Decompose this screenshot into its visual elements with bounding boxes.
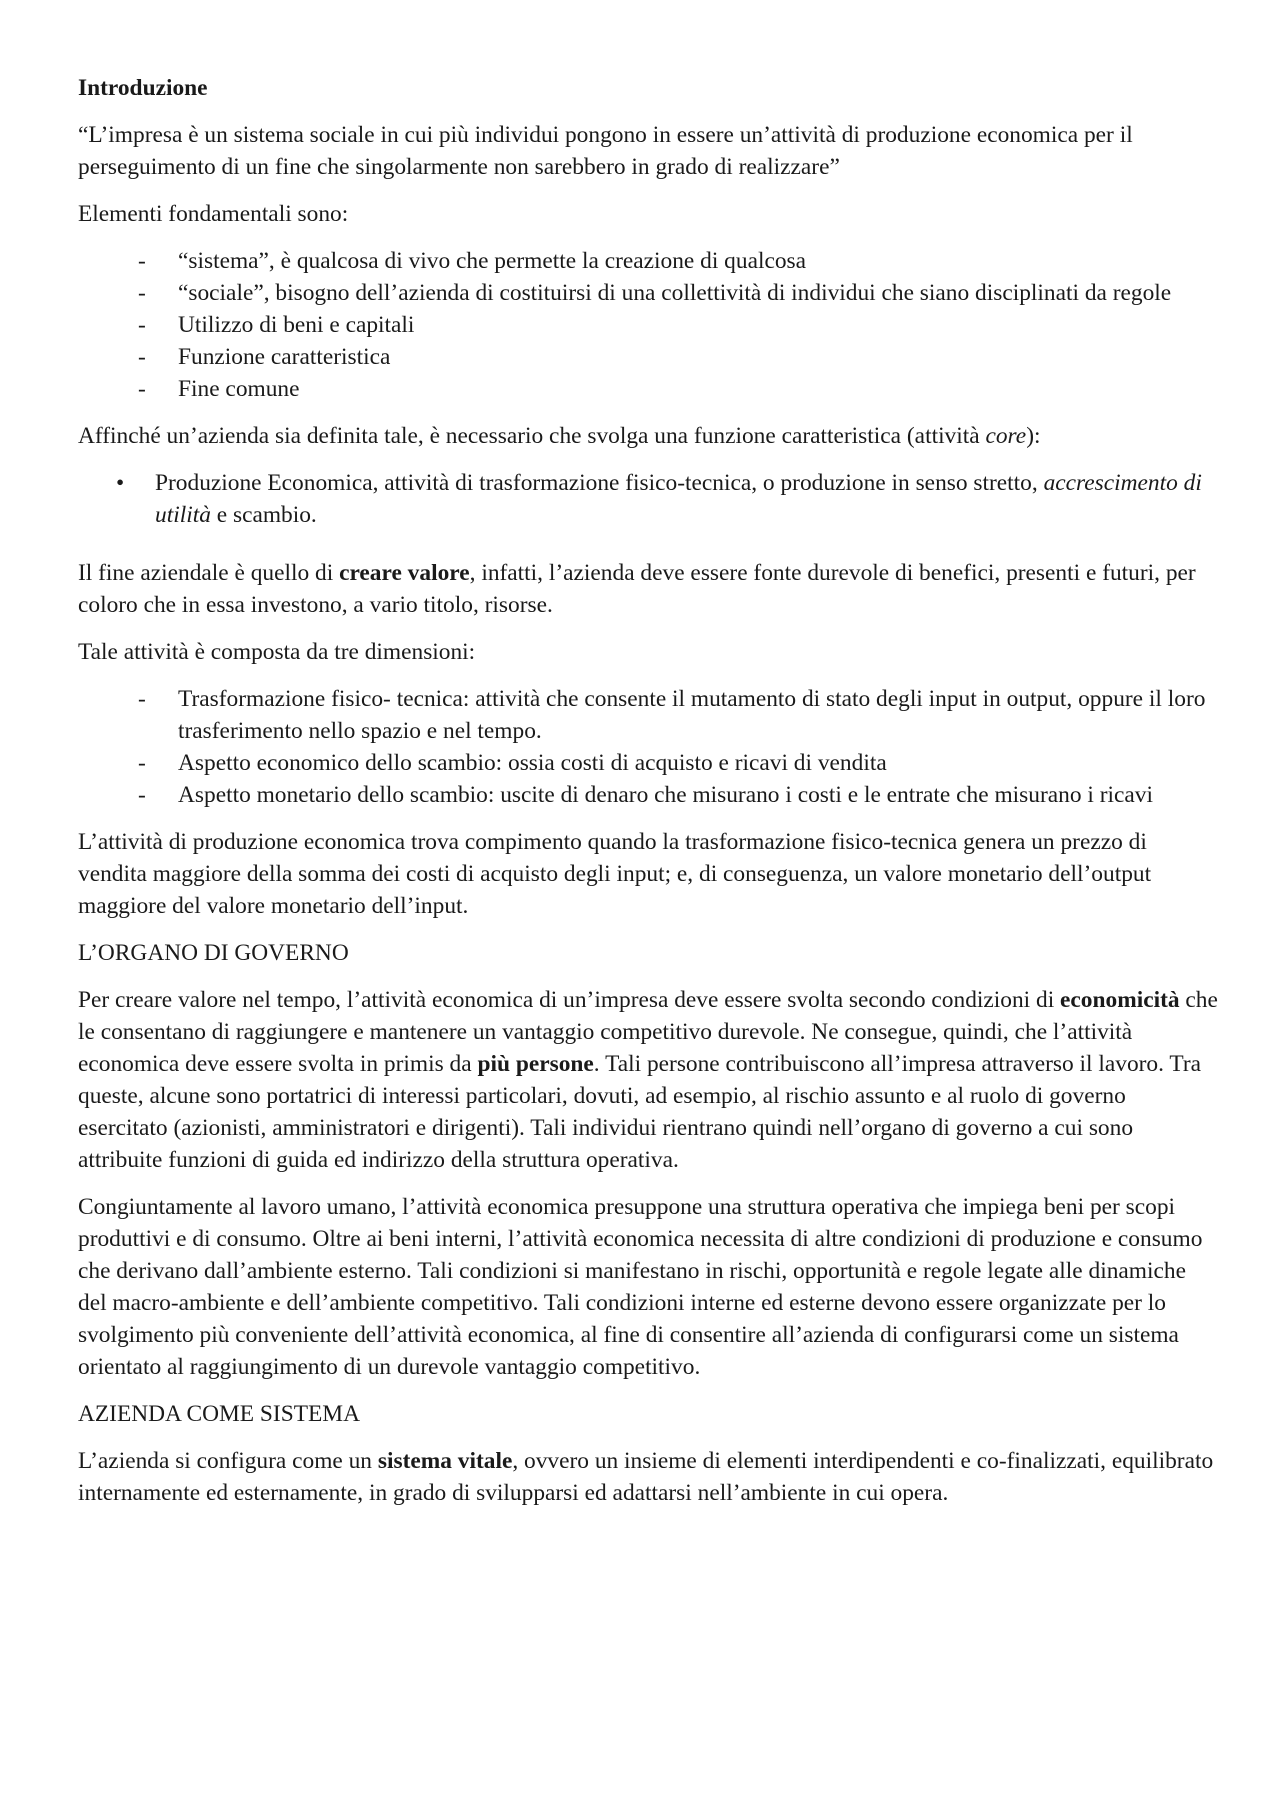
list-item xyxy=(78,277,1218,309)
list-item xyxy=(78,683,1218,747)
core-text-italic: core xyxy=(985,423,1027,449)
core-paragraph xyxy=(78,420,1218,452)
list-item xyxy=(78,341,1218,373)
elements-list xyxy=(78,245,1218,405)
sys-text-before: L’azienda si configura come un xyxy=(78,1448,378,1474)
dash-marker: - xyxy=(138,376,146,402)
core-text-after: ): xyxy=(1026,423,1041,449)
list-item xyxy=(78,467,1218,531)
bullet-text-before: Produzione Economica, attività di trasformazione fisico-tecnica, o produzione in senso stretto, xyxy=(155,470,1044,496)
list-item-text: “sociale”, bisogno dell’azienda di costituirsi di una collettività di individui che siano disciplinati da regole xyxy=(178,280,1172,306)
dash-marker: - xyxy=(138,782,146,808)
core-bullet-list xyxy=(78,467,1218,531)
dash-marker: - xyxy=(138,344,146,370)
list-item xyxy=(78,747,1218,779)
gov-text-bold-2: più persone xyxy=(477,1051,594,1077)
gov-text-a: Per creare valore nel tempo, l’attività economica di un’impresa deve essere svolta secondo condizioni di xyxy=(78,987,1061,1013)
dash-marker: - xyxy=(138,686,146,712)
list-item-text: “sistema”, è qualcosa di vivo che permette la creazione di qualcosa xyxy=(178,248,807,274)
dash-marker: - xyxy=(138,248,146,274)
gov-text-c: . Tali persone contribuiscono all’impresa attraverso il lavoro. Tra queste, alcune sono portatrici di interessi particolari, dovuti, ad esempio, al rischio assunto e al ruolo di governo esercitato (azionisti, amministratori e dirigenti). Tali individui rientrano quindi nell’organo di governo a cui sono attribuite funzioni di guida ed indirizzo della struttura operativa. xyxy=(78,1051,1202,1173)
list-item xyxy=(78,309,1218,341)
document-title: Introduzione xyxy=(78,75,208,101)
dash-marker: - xyxy=(138,312,146,338)
bullet-marker: • xyxy=(116,470,125,496)
list-item-text: Fine comune xyxy=(178,376,300,402)
fine-paragraph xyxy=(78,557,1218,621)
sys-text-after: , ovvero un insieme di elementi interdipendenti e co-finalizzati, equilibrato internamente ed esternamente, in grado di svilupparsi ed adattarsi nell’ambiente in cui opera. xyxy=(78,1448,1214,1506)
list-item-text: Funzione caratteristica xyxy=(178,344,391,370)
elements-intro: Elementi fondamentali sono: xyxy=(78,201,349,227)
dash-marker: - xyxy=(138,750,146,776)
list-item-text: Utilizzo di beni e capitali xyxy=(178,312,415,338)
sys-text-bold: sistema vitale xyxy=(377,1448,513,1474)
fine-text-before: Il fine aziendale è quello di xyxy=(78,560,340,586)
gov-text-bold-1: economicità xyxy=(1060,987,1180,1013)
dash-marker: - xyxy=(138,280,146,306)
dimensions-list xyxy=(78,683,1218,811)
list-item xyxy=(78,373,1218,405)
quote-paragraph: “L’impresa è un sistema sociale in cui più individui pongono in essere un’attività di produzione economica per il perseguimento di un fine che singolarmente non sarebbero in grado di realizzare” xyxy=(78,122,1133,180)
section-heading-governo: L’ORGANO DI GOVERNO xyxy=(78,940,349,966)
dimensions-intro: Tale attività è composta da tre dimensioni: xyxy=(78,639,476,665)
list-item-text: Aspetto economico dello scambio: ossia costi di acquisto e ricavi di vendita xyxy=(178,750,887,776)
list-item xyxy=(78,245,1218,277)
governo-paragraph-2: Congiuntamente al lavoro umano, l’attività economica presuppone una struttura operativa che impiega beni per scopi produttivi e di consumo. Oltre ai beni interni, l’attività economica necessita di altre condizioni di produzione e consumo che derivano dall’ambiente esterno. Tali condizioni si manifestano in rischi, opportunità e regole legate alle dinamiche del macro-ambiente e dell’ambiente competitivo. Tali condizioni interne ed esterne devono essere organizzate per lo svolgimento più conveniente dell’attività economica, al fine di consentire all’azienda di configurarsi come un sistema orientato al raggiungimento di un durevole vantaggio competitivo. xyxy=(78,1194,1203,1380)
core-text-before: Affinché un’azienda sia definita tale, è necessario che svolga una funzione caratteristica (attività xyxy=(78,423,986,449)
production-paragraph: L’attività di produzione economica trova compimento quando la trasformazione fisico-tecnica genera un prezzo di vendita maggiore della somma dei costi di acquisto degli input; e, di conseguenza, un valore monetario dell’output maggiore del valore monetario dell’input. xyxy=(78,829,1152,919)
fine-text-bold: creare valore xyxy=(339,560,470,586)
bullet-text-italic: accrescimento di utilità xyxy=(155,470,1202,528)
sistema-paragraph xyxy=(78,1445,1218,1509)
list-item xyxy=(78,779,1218,811)
governo-paragraph-1 xyxy=(78,984,1218,1176)
list-item-text: Aspetto monetario dello scambio: uscite di denaro che misurano i costi e le entrate che misurano i ricavi xyxy=(178,782,1153,808)
bullet-text-after: e scambio. xyxy=(210,502,317,528)
list-item-text: Trasformazione fisico- tecnica: attività che consente il mutamento di stato degli input in output, oppure il loro trasferimento nello spazio e nel tempo. xyxy=(178,686,1206,744)
document-page xyxy=(78,72,1218,1524)
fine-text-after: , infatti, l’azienda deve essere fonte durevole di benefici, presenti e futuri, per coloro che in essa investono, a vario titolo, risorse. xyxy=(78,560,1196,618)
section-heading-sistema: AZIENDA COME SISTEMA xyxy=(78,1401,360,1427)
gov-text-b: che le consentano di raggiungere e mantenere un vantaggio competitivo durevole. Ne consegue, quindi, che l’attività economica deve essere svolta in primis da xyxy=(78,987,1218,1077)
